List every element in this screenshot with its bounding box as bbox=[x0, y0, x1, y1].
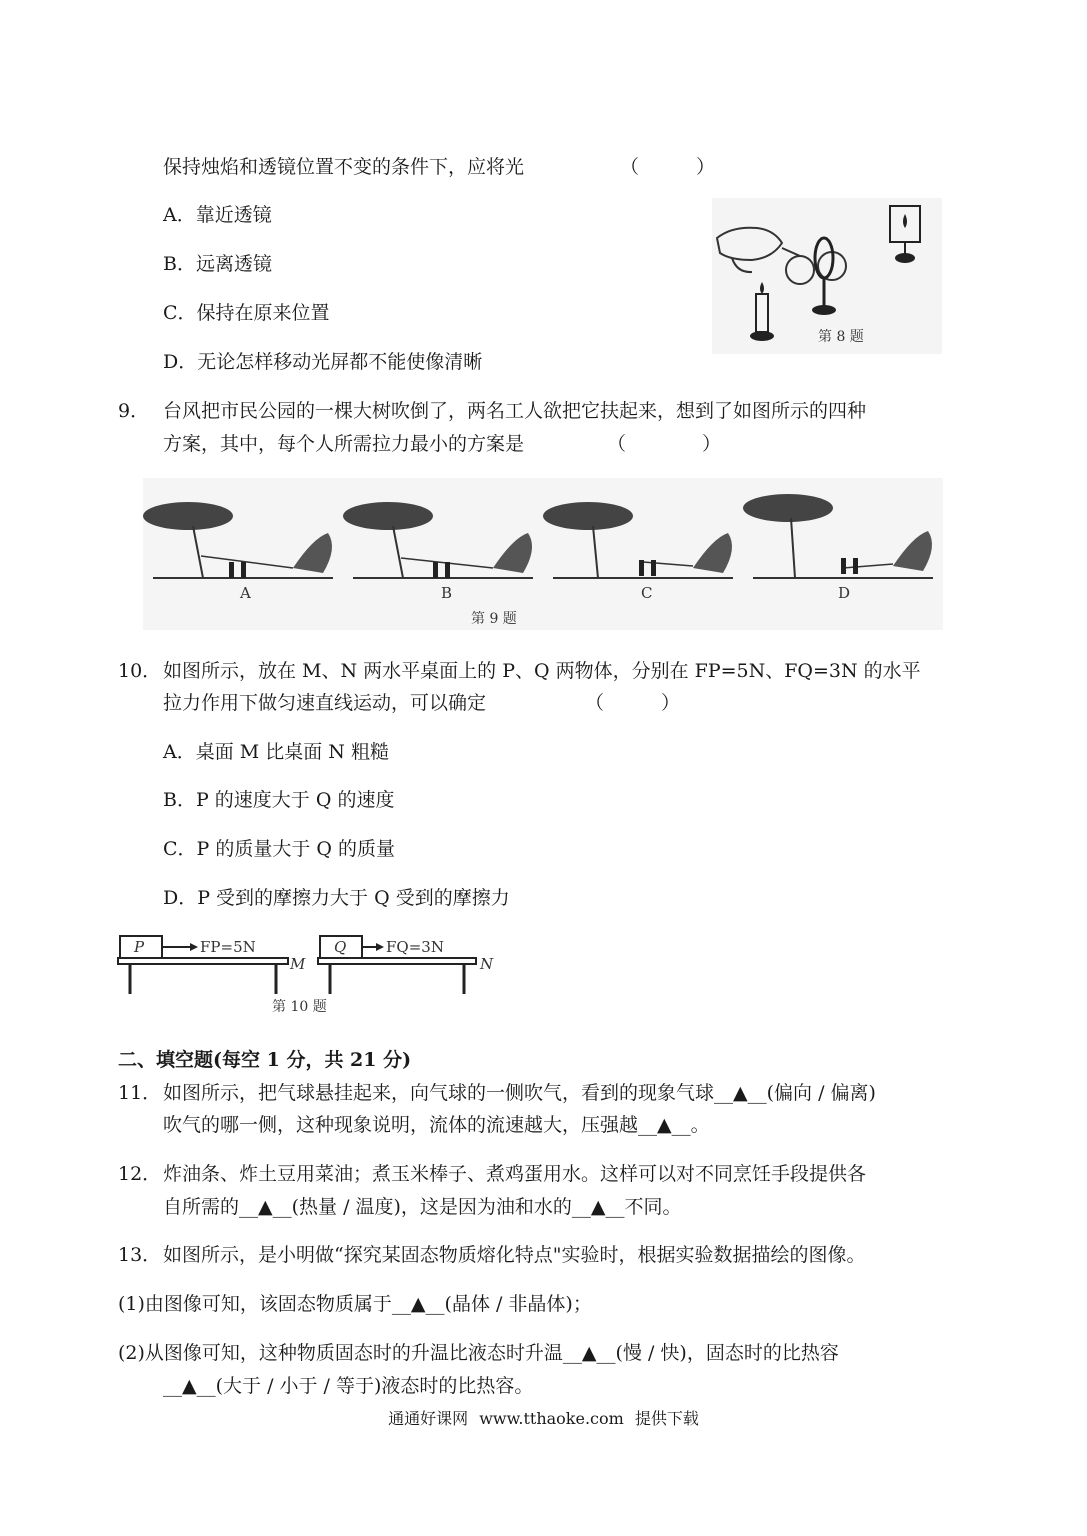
plan-b-label: B bbox=[441, 584, 453, 602]
q11-line-2: 吹气的哪一侧，这种现象说明，流体的流速越大，压强越__▲__。 bbox=[163, 1114, 710, 1136]
page-footer bbox=[0, 1406, 1087, 1429]
q13-sub-2-line-1: (2)从图像可知，这种物质固态时的升温比液态时升温__▲__(慢 / 快)，固态时的比热容 bbox=[118, 1342, 839, 1364]
q8-option-c: C．保持在原来位置 bbox=[163, 302, 330, 324]
plan-a-label: A bbox=[240, 584, 251, 602]
table-n-label: N bbox=[480, 955, 494, 973]
block-q-label: Q bbox=[334, 938, 347, 956]
force-p-label: FP=5N bbox=[200, 938, 256, 956]
q9-line-1: 台风把市民公园的一棵大树吹倒了，两名工人欲把它扶起来，想到了如图所示的四种 bbox=[163, 400, 867, 422]
q10-number: 10． bbox=[118, 660, 162, 682]
q11-line-1: 如图所示，把气球悬挂起来，向气球的一侧吹气，看到的现象气球__▲__(偏向 / 偏离) bbox=[163, 1082, 876, 1104]
q8-option-b: B．远离透镜 bbox=[163, 253, 272, 275]
q8-answer-paren: （ ） bbox=[620, 156, 716, 178]
q10-figure-caption: 第 10 题 bbox=[272, 999, 327, 1015]
q10-option-c: C．P 的质量大于 Q 的质量 bbox=[163, 838, 396, 860]
q9-figure-caption: 第 9 题 bbox=[471, 611, 517, 627]
q8-option-d: D．无论怎样移动光屏都不能使像清晰 bbox=[163, 351, 483, 373]
q13-sub-1: (1)由图像可知，该固态物质属于__▲__(晶体 / 非晶体)； bbox=[118, 1293, 592, 1315]
q8-figure bbox=[712, 198, 942, 354]
plan-c-label: C bbox=[641, 584, 653, 602]
q9-number: 9． bbox=[118, 400, 150, 422]
q10-figure bbox=[112, 930, 502, 1026]
q8-continuation: 保持烛焰和透镜位置不变的条件下，应将光 bbox=[163, 156, 525, 178]
block-p-label: P bbox=[134, 938, 145, 956]
footer-note: 提供下载 bbox=[634, 1409, 699, 1428]
q13-number: 13． bbox=[118, 1244, 162, 1266]
force-q-label: FQ=3N bbox=[386, 938, 444, 956]
tree-rescue-plans-illustration bbox=[143, 478, 943, 630]
q12-line-2: 自所需的__▲__(热量 / 温度)，这是因为油和水的__▲__不同。 bbox=[163, 1196, 682, 1218]
q12-number: 12． bbox=[118, 1163, 162, 1185]
q9-line-2: 方案，其中，每个人所需拉力最小的方案是 bbox=[163, 433, 525, 455]
section-2-title: 二、填空题(每空 1 分，共 21 分) bbox=[118, 1049, 412, 1071]
q10-answer-paren: （ ） bbox=[585, 692, 681, 714]
q9-answer-paren: （ ） bbox=[607, 433, 722, 455]
table-m-label: M bbox=[290, 955, 306, 973]
q10-line-1: 如图所示，放在 M、N 两水平桌面上的 P、Q 两物体，分别在 FP=5N、FQ=3N 的水平 bbox=[163, 660, 921, 682]
footer-site-name: 通通好课网 bbox=[388, 1409, 469, 1428]
q8-figure-caption: 第 8 题 bbox=[818, 329, 864, 345]
q11-number: 11． bbox=[118, 1082, 162, 1104]
q8-option-a: A．靠近透镜 bbox=[163, 204, 272, 226]
plan-d-label: D bbox=[838, 584, 851, 602]
q10-option-b: B．P 的速度大于 Q 的速度 bbox=[163, 789, 395, 811]
q9-figure bbox=[143, 478, 943, 630]
q10-line-2: 拉力作用下做匀速直线运动，可以确定 bbox=[163, 692, 487, 714]
q13-sub-2-line-2: __▲__(大于 / 小于 / 等于)液态时的比热容。 bbox=[163, 1375, 534, 1397]
q13-line-1: 如图所示，是小明做“探究某固态物质熔化特点"实验时，根据实验数据描绘的图像。 bbox=[163, 1244, 866, 1266]
footer-url[interactable]: www.tthaoke.com bbox=[479, 1409, 624, 1428]
q12-line-1: 炸油条、炸土豆用菜油；煮玉米棒子、煮鸡蛋用水。这样可以对不同烹饪手段提供各 bbox=[163, 1163, 867, 1185]
q10-option-d: D．P 受到的摩擦力大于 Q 受到的摩擦力 bbox=[163, 887, 510, 909]
q10-option-a: A．桌面 M 比桌面 N 粗糙 bbox=[163, 741, 389, 763]
